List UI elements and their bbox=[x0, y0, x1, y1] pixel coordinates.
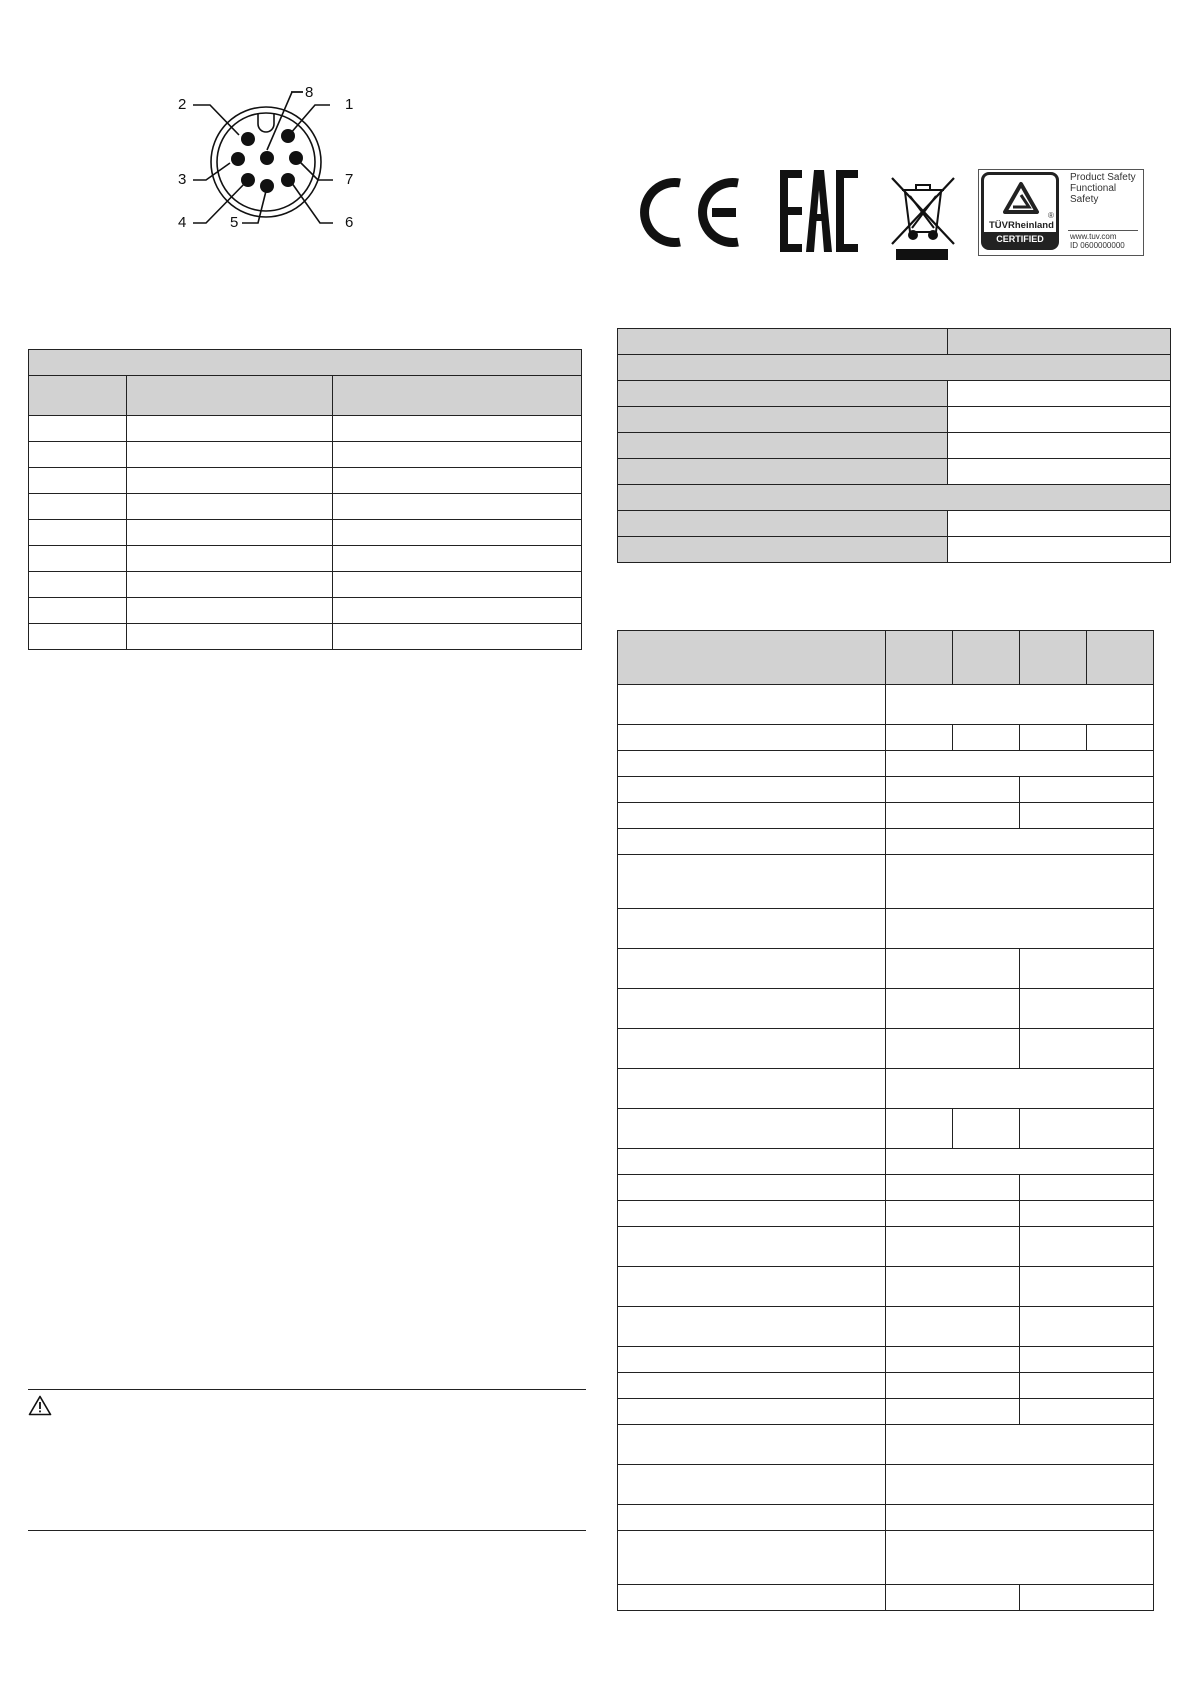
table-row bbox=[618, 511, 1171, 537]
tuv-registered-mark: ® bbox=[1048, 211, 1054, 220]
pin-label-6: 6 bbox=[345, 214, 354, 231]
table-row bbox=[618, 1175, 1154, 1201]
table-row bbox=[618, 1227, 1154, 1267]
table-row bbox=[618, 1425, 1154, 1465]
pin-label-2: 2 bbox=[178, 96, 187, 113]
tuv-web-text: www.tuv.com bbox=[1070, 232, 1117, 241]
table-row bbox=[618, 1585, 1154, 1611]
table-row bbox=[618, 829, 1154, 855]
table-row bbox=[29, 442, 582, 468]
pin-label-8: 8 bbox=[305, 84, 314, 101]
table-row bbox=[618, 537, 1171, 563]
pin-3-dot bbox=[231, 152, 245, 166]
table-row bbox=[618, 1373, 1154, 1399]
warning-triangle-icon bbox=[28, 1395, 52, 1416]
table-row bbox=[29, 416, 582, 442]
table-row bbox=[618, 433, 1171, 459]
table-row bbox=[618, 1399, 1154, 1425]
table-row bbox=[29, 598, 582, 624]
tuv-brand-text: TÜVRheinland bbox=[989, 220, 1054, 231]
table-row bbox=[618, 381, 1171, 407]
tuv-line-product-safety: Product Safety bbox=[1070, 172, 1136, 183]
pin-4-dot bbox=[241, 173, 255, 187]
pin-table-header-description bbox=[333, 376, 582, 416]
table-row bbox=[618, 1029, 1154, 1069]
tuv-triangle-icon bbox=[1002, 181, 1040, 215]
tuv-badge bbox=[978, 169, 1144, 256]
pin-label-3: 3 bbox=[178, 171, 187, 188]
eac-mark-icon bbox=[780, 170, 865, 252]
table-row bbox=[29, 546, 582, 572]
table-row bbox=[618, 777, 1154, 803]
table-row bbox=[618, 407, 1171, 433]
table-row bbox=[29, 494, 582, 520]
table-row bbox=[618, 751, 1154, 777]
table-row bbox=[618, 855, 1154, 909]
tuv-line-functional: Functional bbox=[1070, 183, 1117, 194]
pin-table-title-cell bbox=[29, 350, 582, 376]
warning-rule-bottom bbox=[28, 1530, 586, 1531]
table-row bbox=[618, 989, 1154, 1029]
table-row bbox=[618, 1267, 1154, 1307]
table-row bbox=[618, 1201, 1154, 1227]
pin-assignment-table bbox=[28, 349, 582, 650]
pin-8-dot bbox=[260, 151, 274, 165]
pin-label-5: 5 bbox=[230, 214, 239, 231]
table-row bbox=[618, 1109, 1154, 1149]
crossed-out-wheelie-bin-icon bbox=[888, 172, 958, 260]
table-row bbox=[618, 355, 1171, 381]
table-row bbox=[618, 1069, 1154, 1109]
table-row bbox=[618, 485, 1171, 511]
technical-data-table bbox=[617, 630, 1154, 1611]
table-row bbox=[618, 329, 1171, 355]
connector-pin-diagram bbox=[170, 80, 370, 240]
table-row bbox=[618, 1149, 1154, 1175]
tuv-divider bbox=[1068, 230, 1138, 231]
table-row bbox=[618, 631, 1154, 685]
table-row bbox=[618, 1465, 1154, 1505]
tuv-line-safety: Safety bbox=[1070, 194, 1099, 205]
table-row bbox=[618, 459, 1171, 485]
table-row bbox=[29, 624, 582, 650]
approvals-table bbox=[617, 328, 1171, 563]
table-row bbox=[618, 803, 1154, 829]
pin-table-header-signal bbox=[127, 376, 333, 416]
pin-label-4: 4 bbox=[178, 214, 187, 231]
tuv-certified-bar: CERTIFIED bbox=[984, 232, 1056, 247]
table-row bbox=[618, 949, 1154, 989]
table-row bbox=[29, 520, 582, 546]
ce-mark-icon bbox=[640, 175, 745, 250]
table-row bbox=[618, 685, 1154, 725]
pin-2-dot bbox=[241, 132, 255, 146]
table-row bbox=[618, 1505, 1154, 1531]
table-row bbox=[29, 572, 582, 598]
pin-table-header-pin bbox=[29, 376, 127, 416]
table-row bbox=[618, 1531, 1154, 1585]
warning-rule-top bbox=[28, 1389, 586, 1390]
table-row bbox=[618, 909, 1154, 949]
pin-1-dot bbox=[281, 129, 295, 143]
pin-7-dot bbox=[289, 151, 303, 165]
tuv-logo-box bbox=[981, 172, 1059, 250]
pin-6-dot bbox=[281, 173, 295, 187]
table-row bbox=[618, 1347, 1154, 1373]
pin-5-dot bbox=[260, 179, 274, 193]
pin-label-7: 7 bbox=[345, 171, 354, 188]
table-row bbox=[29, 468, 582, 494]
table-row bbox=[618, 725, 1154, 751]
table-row bbox=[618, 1307, 1154, 1347]
tuv-id-text: ID 0600000000 bbox=[1070, 241, 1125, 250]
pin-label-1: 1 bbox=[345, 96, 354, 113]
